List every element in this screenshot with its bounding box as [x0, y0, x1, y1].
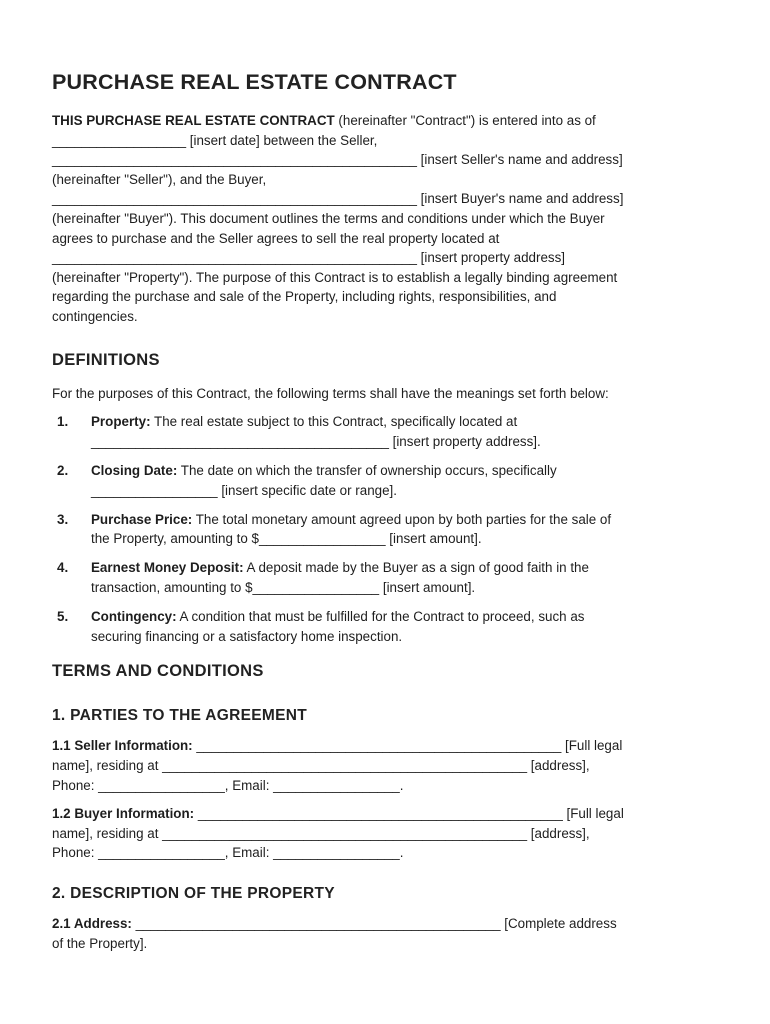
definition-text: The date on which the transfer of ownership occurs, specifically: [177, 462, 557, 478]
buyer-line: _________________________________________________ [Full legal: [194, 806, 624, 822]
definition-item-purchase-price: [52, 510, 716, 549]
intro-bold-lead: THIS PURCHASE REAL ESTATE CONTRACT: [52, 113, 335, 128]
parties-heading: 1. PARTIES TO THE AGREEMENT: [52, 707, 307, 725]
list-number: 5.: [57, 609, 69, 625]
definition-text: _________________ [insert specific date or range].: [91, 482, 397, 498]
seller-line: _________________________________________________ [Full legal: [192, 738, 623, 754]
definition-text: A condition that must be fulfilled for the Contract to proceed, such as: [176, 609, 585, 625]
property-address: [52, 914, 720, 953]
intro-line: _________________________________________________ [insert Seller's name and address]: [52, 152, 623, 168]
buyer-line: name], residing at _________________________________________________ [address],: [52, 825, 590, 841]
address-line: _________________________________________________ [Complete address: [131, 916, 617, 931]
definition-term: Contingency:: [91, 609, 177, 625]
definition-term: Purchase Price:: [91, 511, 193, 527]
address-line: of the Property].: [52, 935, 148, 951]
definition-text: transaction, amounting to $_________________ [insert amount].: [91, 580, 476, 596]
intro-line: __________________ [insert date] between the Seller,: [52, 132, 378, 148]
property-description-heading: 2. DESCRIPTION OF THE PROPERTY: [52, 885, 335, 902]
list-number: 4.: [57, 560, 69, 576]
intro-line: agrees to purchase and the Seller agrees to sell the real property located at: [52, 230, 500, 246]
buyer-information: [52, 804, 720, 863]
seller-information: [52, 736, 720, 795]
definition-text: the Property, amounting to $_________________ [insert amount].: [91, 531, 482, 547]
intro-line: (hereinafter "Contract") is entered into as of: [334, 113, 596, 128]
seller-line: Phone: _________________, Email: _________________.: [52, 777, 404, 793]
definition-term: Earnest Money Deposit:: [91, 560, 244, 576]
list-number: 2.: [57, 462, 69, 478]
definitions-list: [52, 412, 730, 646]
definition-term: Property:: [91, 414, 151, 430]
definition-text: ________________________________________ [insert property address].: [91, 433, 541, 449]
intro-line: (hereinafter "Buyer"). This document outlines the terms and conditions under which the Buyer: [52, 210, 605, 226]
buyer-label: 1.2 Buyer Information:: [52, 806, 195, 822]
buyer-line: Phone: _________________, Email: _________________.: [52, 845, 404, 861]
definitions-heading: DEFINITIONS: [52, 350, 160, 369]
intro-line: contingencies.: [52, 308, 138, 324]
list-number: 1.: [57, 414, 69, 430]
definition-text: The total monetary amount agreed upon by both parties for the sale of: [192, 511, 612, 527]
definition-item-property: [52, 412, 716, 451]
definition-item-earnest-money: [52, 558, 716, 597]
address-label: 2.1 Address:: [52, 916, 132, 931]
list-number: 3.: [57, 511, 69, 527]
definition-term: Closing Date:: [91, 462, 178, 478]
definition-text: A deposit made by the Buyer as a sign of good faith in the: [243, 560, 589, 576]
intro-line: _________________________________________________ [insert property address]: [52, 250, 566, 266]
seller-line: name], residing at _________________________________________________ [address],: [52, 758, 590, 774]
intro-paragraph: [52, 111, 716, 327]
definition-text: The real estate subject to this Contract, specifically located at: [150, 414, 518, 430]
definitions-intro: For the purposes of this Contract, the following terms shall have the meanings set forth below:: [52, 385, 609, 401]
intro-line: regarding the purchase and sale of the Property, including rights, responsibilities, and: [52, 289, 557, 305]
intro-line: (hereinafter "Seller"), and the Buyer,: [52, 171, 267, 187]
definition-item-closing-date: [52, 461, 716, 500]
document-title: PURCHASE REAL ESTATE CONTRACT: [52, 70, 457, 94]
intro-line: (hereinafter "Property"). The purpose of this Contract is to establish a legally binding agreement: [52, 269, 618, 285]
definition-item-contingency: [52, 607, 716, 646]
terms-heading: TERMS AND CONDITIONS: [52, 662, 264, 681]
intro-line: _________________________________________________ [insert Buyer's name and address]: [52, 191, 624, 207]
definition-text: securing financing or a satisfactory home inspection.: [91, 628, 403, 644]
seller-label: 1.1 Seller Information:: [52, 738, 193, 754]
